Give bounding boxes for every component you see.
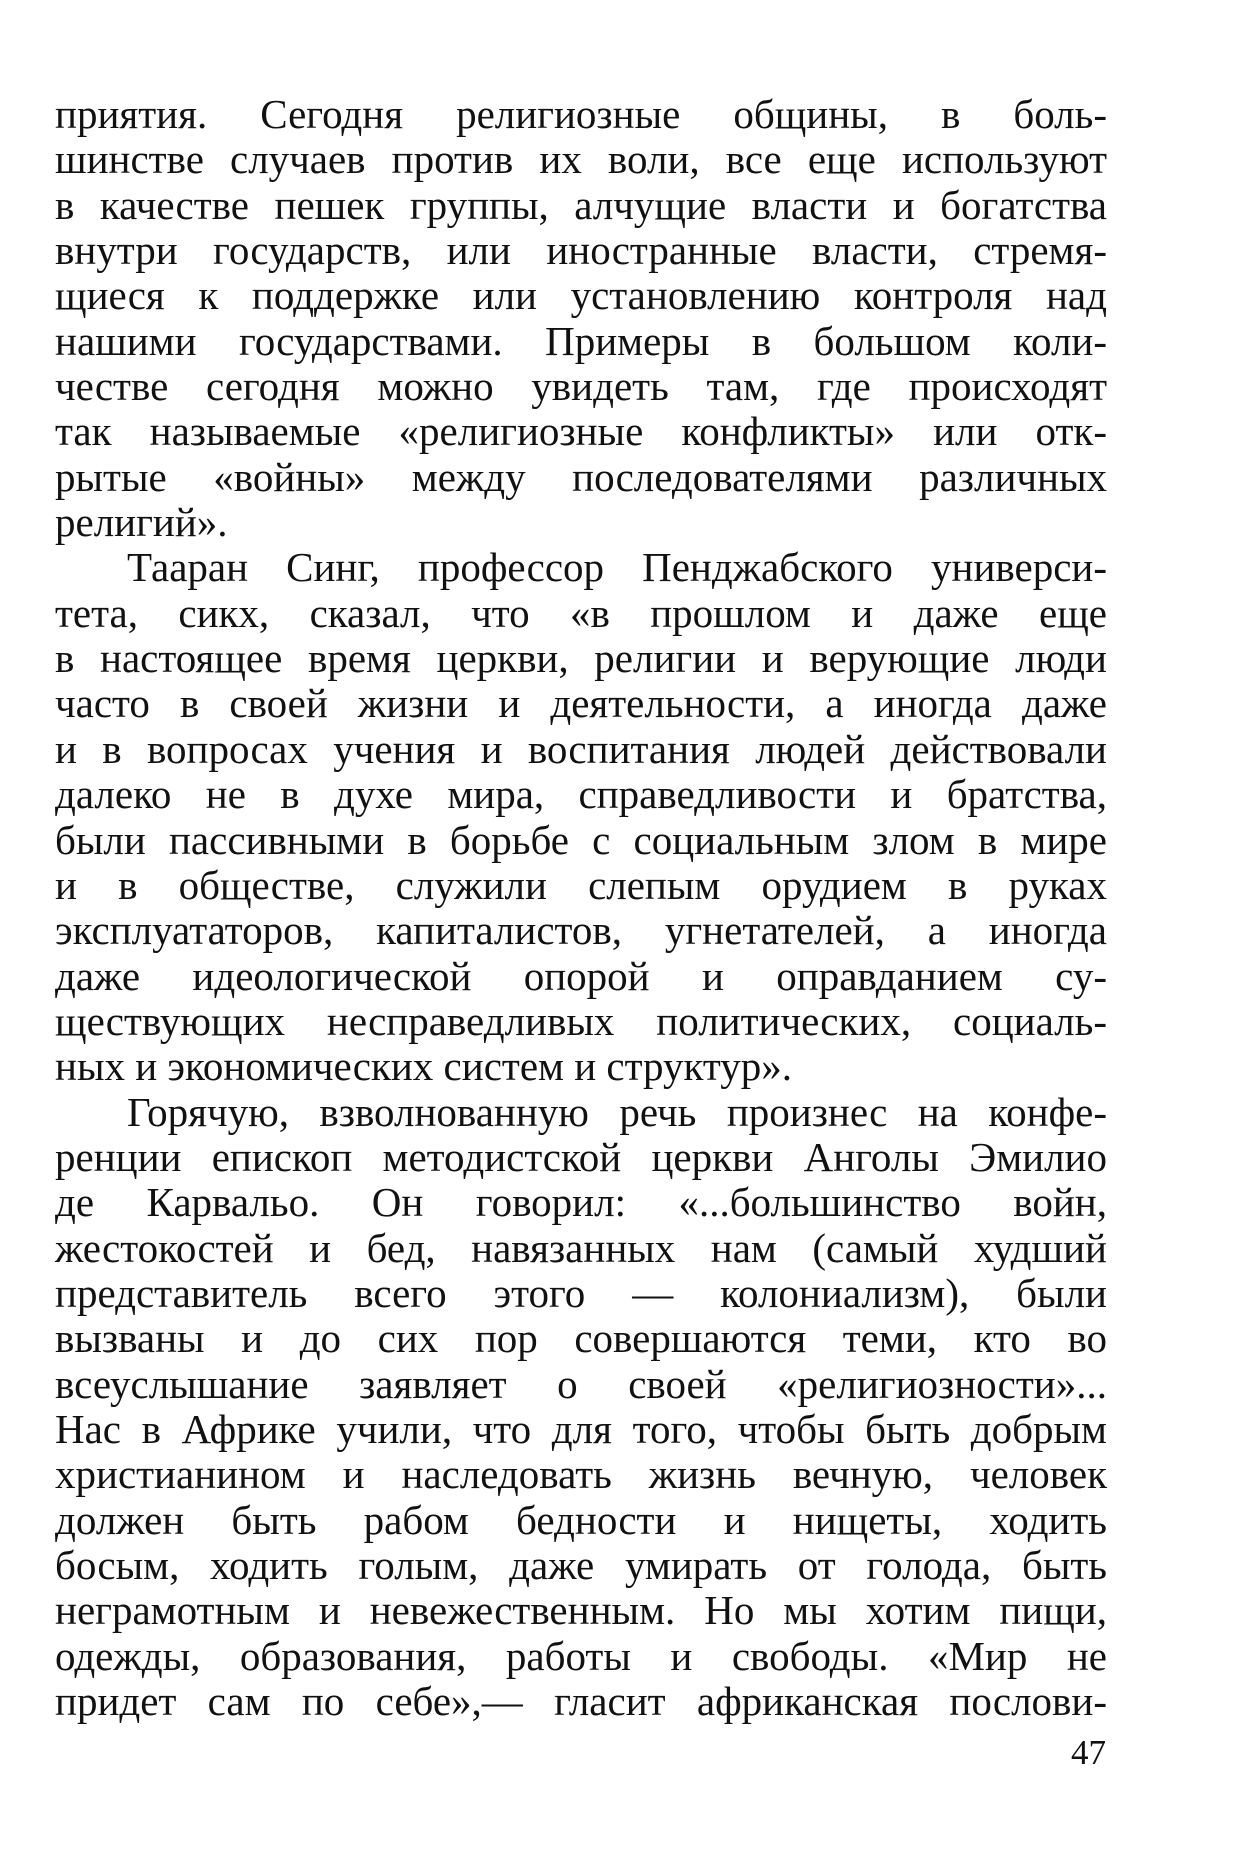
text-line: всеуслышание заявляет о своей «религиозности»... [55,1360,1107,1407]
text-line: даже идеологической опорой и оправданием су- [55,952,1107,999]
text-line: жестокостей и бед, навязанных нам (самый худший [55,1224,1107,1271]
text-line: придет сам по себе»,— гласит африканская послови- [55,1678,1107,1725]
text-line: щиеся к поддержке или установлению контроля над [55,272,1107,319]
text-line: и в вопросах учения и воспитания людей действовали [55,725,1107,772]
text-line: честве сегодня можно увидеть там, где происходят [55,363,1107,410]
text-line: босым, ходить голым, даже умирать от голода, быть [55,1542,1107,1588]
text-line: вызваны и до сих пор совершаются теми, кто во [55,1315,1107,1362]
paragraph-3 [55,1090,1107,1725]
text-line: ренции епископ методистской церкви Анголы Эмилио [55,1133,1107,1180]
text-line: были пассивными в борьбе с социальным злом в мире [55,816,1107,863]
page-number: 47 [1071,1733,1106,1772]
text-line: внутри государств, или иностранные власти, стремя- [55,227,1107,274]
text-line: должен быть рабом бедности и нищеты, ходить [55,1496,1107,1543]
text-line: Горячую, взволнованную речь произнес на конфе- [127,1088,1107,1135]
text-line: шинстве случаев против их воли, все еще используют [55,136,1107,183]
text-line: приятия. Сегодня религиозные общины, в боль- [55,91,1107,137]
text-line: религий». [55,499,228,546]
text-line: рытые «войны» между последователями различных [55,453,1107,500]
text-line: эксплуататоров, капиталистов, угнетателей, а иногда [55,907,1107,954]
text-line: в настоящее время церкви, религии и верующие люди [55,635,1107,682]
text-line: одежды, образования, работы и свободы. «Мир не [55,1632,1107,1679]
text-line: часто в своей жизни и деятельности, а иногда даже [55,680,1107,727]
text-line: и в обществе, служили слепым орудием в руках [55,861,1107,908]
text-line: далеко не в духе мира, справедливости и братства, [55,771,1107,818]
text-line: представитель всего этого — колониализм), были [55,1269,1107,1316]
text-line: так называемые «религиозные конфликты» или отк- [55,408,1107,455]
paragraph-1 [55,92,1107,545]
text-line: в качестве пешек группы, алчущие власти и богатства [55,181,1107,228]
text-line: христианином и наследовать жизнь вечную, человек [55,1451,1107,1498]
page-body [55,92,1107,1724]
text-line: ных и экономических систем и структур». [55,1043,792,1090]
paragraph-2 [55,545,1107,1089]
text-line: ществующих несправедливых политических, социаль- [55,997,1107,1044]
text-line: Тааран Синг, профессор Пенджабского универси- [127,544,1107,591]
text-line: неграмотным и невежественным. Но мы хотим пищи, [55,1587,1107,1634]
text-line: Нас в Африке учили, что для того, чтобы быть добрым [55,1405,1107,1452]
text-line: тета, сикх, сказал, что «в прошлом и даже еще [55,589,1107,636]
text-line: нашими государствами. Примеры в большом коли- [55,317,1107,364]
text-line: де Карвальо. Он говорил: «...большинство войн, [55,1179,1107,1226]
